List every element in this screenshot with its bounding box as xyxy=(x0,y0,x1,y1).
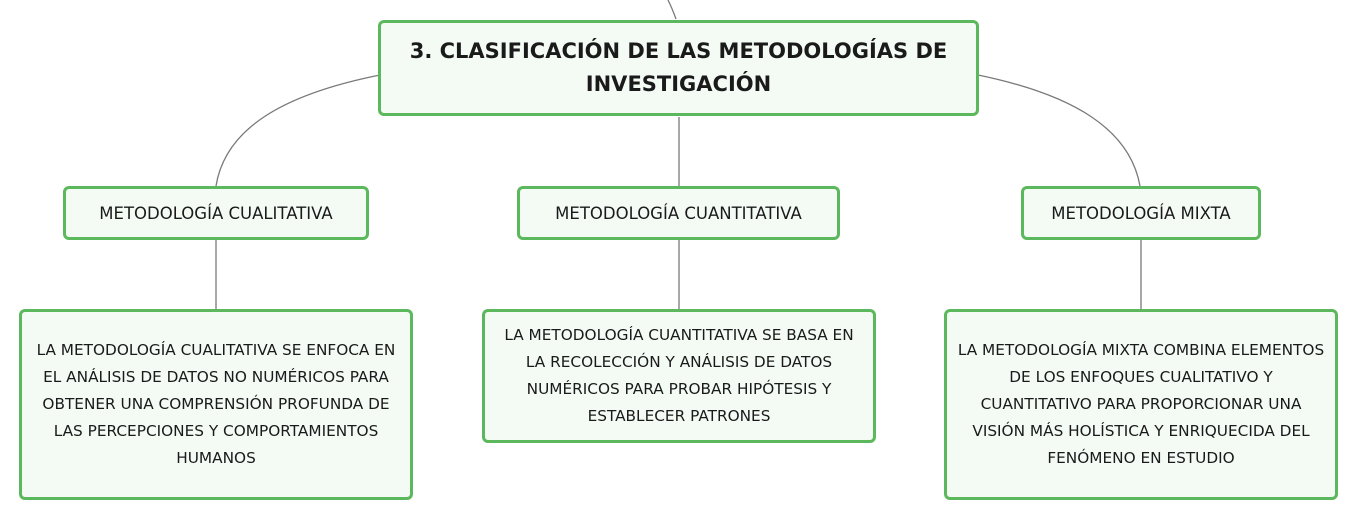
method-label-mixta: METODOLOGÍA MIXTA xyxy=(1051,203,1231,223)
description-text-cuantitativa: LA METODOLOGÍA CUANTITATIVA SE BASA EN LA RECOLECCIÓN Y ANÁLISIS DE DATOS NUMÉRICOS PARA PROBAR HIPÓTESIS Y ESTABLECER PATRONES xyxy=(504,326,854,425)
method-node-mixta[interactable] xyxy=(1021,186,1261,240)
root-topic-title: 3. CLASIFICACIÓN DE LAS METODOLOGÍAS DE INVESTIGACIÓN xyxy=(409,39,948,96)
description-text-cualitativa: LA METODOLOGÍA CUALITATIVA SE ENFOCA EN EL ANÁLISIS DE DATOS NO NUMÉRICOS PARA OBTENER UNA COMPRENSIÓN PROFUNDA DE LAS PERCEPCIONES Y COMPORTAMIENTOS HUMANOS xyxy=(36,341,396,467)
connector-root-to-cualitativa xyxy=(216,75,380,186)
method-label-cualitativa: METODOLOGÍA CUALITATIVA xyxy=(99,203,333,223)
root-topic-node[interactable] xyxy=(378,20,979,116)
method-node-cualitativa[interactable] xyxy=(63,186,369,240)
method-node-cuantitativa[interactable] xyxy=(517,186,840,240)
description-node-cualitativa[interactable] xyxy=(19,309,413,500)
description-text-mixta: LA METODOLOGÍA MIXTA COMBINA ELEMENTOS DE LOS ENFOQUES CUALITATIVO Y CUANTITATIVO PARA PROPORCIONAR UNA VISIÓN MÁS HOLÍSTICA Y ENRIQUECIDA DEL FENÓMENO EN ESTUDIO xyxy=(957,341,1325,467)
method-label-cuantitativa: METODOLOGÍA CUANTITATIVA xyxy=(555,203,802,223)
description-node-cuantitativa[interactable] xyxy=(482,309,876,443)
incoming-connector xyxy=(668,0,676,19)
connector-root-to-mixta xyxy=(978,75,1140,186)
description-node-mixta[interactable] xyxy=(944,309,1338,500)
